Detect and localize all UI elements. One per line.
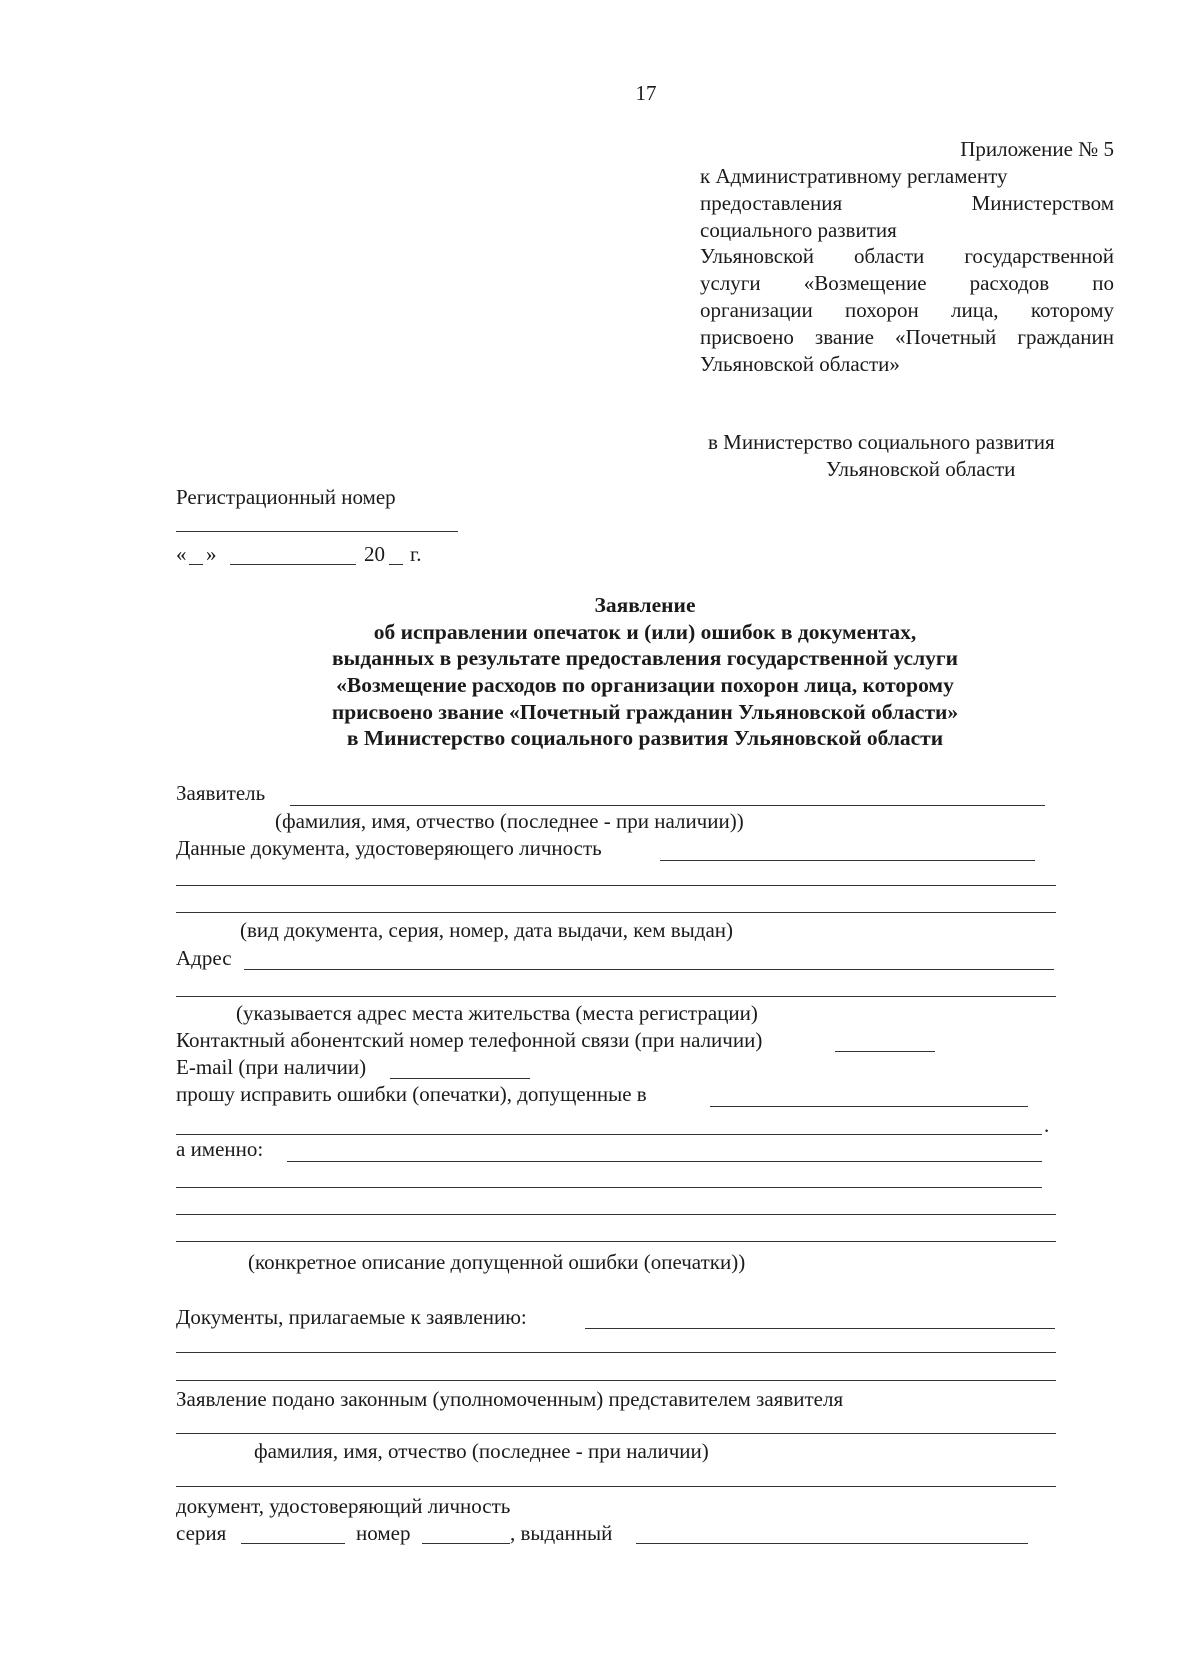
registration-number-label: Регистрационный номер bbox=[176, 485, 396, 509]
attachments-field[interactable] bbox=[585, 1328, 1055, 1329]
series-label: серия bbox=[176, 1521, 227, 1545]
error-description-field-line-3[interactable] bbox=[176, 1214, 1056, 1215]
registration-year-suffix: г. bbox=[410, 542, 422, 566]
address-field-line-2[interactable] bbox=[176, 996, 1056, 997]
appendix-line bbox=[700, 351, 900, 378]
appendix-word: организации bbox=[700, 298, 813, 322]
appendix-word: области bbox=[854, 244, 925, 269]
statement-subtitle-line-5: в Министерство социального развития Ульяновской области bbox=[346, 726, 944, 750]
error-description-label: а именно: bbox=[176, 1137, 264, 1161]
appendix-word: по bbox=[1092, 271, 1114, 296]
statement-title: Заявление bbox=[594, 593, 696, 617]
representative-name-field[interactable] bbox=[176, 1433, 1056, 1434]
representative-document-label: документ, удостоверяющий личность bbox=[176, 1494, 511, 1518]
request-documents-field-line-2[interactable] bbox=[176, 1134, 1042, 1135]
applicant-label: Заявитель bbox=[176, 781, 266, 805]
email-label: E-mail (при наличии) bbox=[176, 1055, 367, 1079]
statement-subtitle-line-3: «Возмещение расходов по организации похорон лица, которому bbox=[336, 673, 954, 697]
attachments-field-line-3[interactable] bbox=[176, 1380, 1056, 1381]
appendix-word: социального развития bbox=[700, 217, 897, 242]
page-number: 17 bbox=[635, 81, 657, 105]
appendix-word: лица, bbox=[951, 298, 999, 322]
addressee-line-2: Ульяновской области bbox=[826, 457, 1016, 481]
issued-field[interactable] bbox=[636, 1543, 1028, 1544]
appendix-line bbox=[700, 163, 1007, 190]
appendix-word: к Административному регламенту bbox=[700, 164, 1008, 188]
appendix-title: Приложение № 5 bbox=[960, 137, 1114, 161]
appendix-line bbox=[700, 324, 1114, 351]
number-label: номер bbox=[356, 1521, 411, 1545]
applicant-name-field[interactable] bbox=[290, 805, 1045, 806]
appendix-word: Ульяновской bbox=[700, 244, 814, 269]
appendix-word: гражданин bbox=[1017, 324, 1114, 349]
id-document-field-line-3[interactable] bbox=[176, 912, 1056, 913]
appendix-word: расходов bbox=[969, 271, 1050, 296]
appendix-word: звание bbox=[814, 324, 874, 349]
appendix-line bbox=[700, 217, 897, 244]
registration-date-open-quote: « bbox=[176, 542, 187, 566]
request-label: прошу исправить ошибки (опечатки), допущенные в bbox=[176, 1082, 647, 1106]
registration-month-field[interactable] bbox=[230, 564, 356, 565]
appendix-word: государственной bbox=[964, 244, 1114, 269]
phone-field[interactable] bbox=[835, 1051, 935, 1052]
registration-date-close-quote: » bbox=[206, 542, 217, 566]
appendix-word: услуги bbox=[700, 271, 761, 296]
request-end-period: . bbox=[1044, 1113, 1050, 1137]
address-field[interactable] bbox=[244, 969, 1054, 970]
representative-label: Заявление подано законным (уполномоченным) представителем заявителя bbox=[176, 1387, 844, 1411]
statement-subtitle-line-1: об исправлении опечаток и (или) ошибок в документах, bbox=[373, 620, 917, 644]
appendix-line bbox=[700, 190, 1114, 217]
appendix-word: «Почетный bbox=[895, 324, 997, 349]
issued-label: , выданный bbox=[510, 1521, 613, 1545]
appendix-word: Ульяновской области» bbox=[700, 351, 900, 376]
error-description-field[interactable] bbox=[287, 1161, 1042, 1162]
id-document-field-line-2[interactable] bbox=[176, 885, 1056, 886]
error-description-field-line-2[interactable] bbox=[176, 1187, 1042, 1188]
email-field[interactable] bbox=[390, 1078, 530, 1079]
number-field[interactable] bbox=[422, 1543, 510, 1544]
phone-label: Контактный абонентский номер телефонной связи (при наличии) bbox=[176, 1028, 763, 1052]
id-document-hint: (вид документа, серия, номер, дата выдачи, кем выдан) bbox=[240, 918, 733, 942]
appendix-line bbox=[700, 243, 1114, 270]
statement-subtitle-line-4: присвоено звание «Почетный гражданин Ульяновской области» bbox=[331, 700, 959, 724]
error-description-field-line-4[interactable] bbox=[176, 1241, 1056, 1242]
appendix-line bbox=[700, 270, 1114, 297]
appendix-word: предоставления bbox=[700, 190, 843, 215]
series-field[interactable] bbox=[241, 1543, 345, 1544]
registration-year-prefix: 20 bbox=[364, 542, 385, 566]
appendix-word: похорон bbox=[845, 298, 919, 322]
appendix-word: которому bbox=[1030, 298, 1114, 322]
appendix-line bbox=[700, 297, 1114, 324]
representative-name-hint: фамилия, имя, отчество (последнее - при наличии) bbox=[254, 1439, 709, 1463]
statement-subtitle-line-2: выданных в результате предоставления государственной услуги bbox=[331, 646, 959, 670]
representative-extra-field[interactable] bbox=[176, 1486, 1056, 1487]
id-document-label: Данные документа, удостоверяющего личность bbox=[176, 836, 602, 860]
id-document-field[interactable] bbox=[660, 860, 1035, 861]
appendix-word: Министерством bbox=[971, 190, 1114, 215]
appendix-word: присвоено bbox=[700, 324, 794, 349]
addressee-line-1: в Министерство социального развития bbox=[708, 430, 1055, 454]
request-documents-field[interactable] bbox=[710, 1106, 1028, 1107]
attachments-field-line-2[interactable] bbox=[176, 1352, 1056, 1353]
applicant-name-hint: (фамилия, имя, отчество (последнее - при наличии)) bbox=[275, 809, 744, 833]
error-description-hint: (конкретное описание допущенной ошибки (опечатки)) bbox=[248, 1250, 746, 1274]
attachments-label: Документы, прилагаемые к заявлению: bbox=[176, 1305, 527, 1329]
registration-year-field[interactable] bbox=[389, 564, 403, 565]
registration-day-field[interactable] bbox=[189, 564, 203, 565]
registration-number-field[interactable] bbox=[176, 531, 458, 532]
appendix-word: «Возмещение bbox=[803, 271, 927, 296]
address-hint: (указывается адрес места жительства (места регистрации) bbox=[236, 1001, 758, 1025]
address-label: Адрес bbox=[176, 946, 232, 970]
